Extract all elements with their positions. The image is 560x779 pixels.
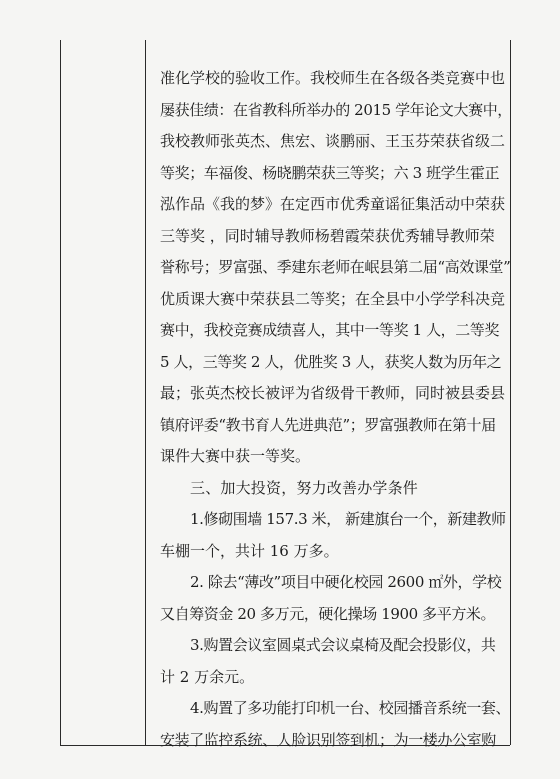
table-column-divider xyxy=(145,40,146,745)
text-line: 泓作品《我的梦》在定西市优秀童谣征集活动中荣获 xyxy=(160,195,506,213)
text-line: 1.修砌围墙 157.3 米， 新建旗台一个，新建教师 xyxy=(190,510,506,528)
text-line: 计 2 万余元。 xyxy=(160,667,255,686)
text-line: 车棚一个，共计 16 万多。 xyxy=(160,541,339,560)
text-line: 课件大赛中获一等奖。 xyxy=(160,447,311,465)
section-heading: 三、加大投资，努力改善办学条件 xyxy=(190,478,419,497)
text-line: 又自筹资金 20 多万元，硬化操场 1900 多平方米。 xyxy=(160,604,496,623)
text-line: 赛中，我校竞赛成绩喜人，其中一等奖 1 人，二等奖 xyxy=(160,321,500,339)
text-line: 优质课大赛中荣获县二等奖；在全县中小学学科决竞 xyxy=(160,289,506,308)
text-line: 最；张英杰校长被评为省级骨干教师，同时被县委县 xyxy=(160,384,506,402)
text-line: 三等奖 ，同时辅导教师杨碧霞荣获优秀辅导教师荣 xyxy=(160,226,495,245)
text-line: 誉称号；罗富强、季建东老师在岷县第二届“高效课堂” xyxy=(160,258,511,276)
text-line: 4.购置了多功能打印机一台、校园播音系统一套、 xyxy=(190,699,511,717)
text-line: 准化学校的验收工作。我校师生在各级各类竞赛中也 xyxy=(160,69,506,87)
text-line: 屡获佳绩：在省教科所举办的 2015 学年论文大赛中， xyxy=(160,100,512,119)
text-line: 我校教师张英杰、焦宏、谈鹏丽、王玉芬荣获省级二 xyxy=(160,132,506,150)
table-left-border xyxy=(60,40,61,745)
text-line: 2. 除去“薄改”项目中硬化校园 2600 ㎡外，学校 xyxy=(190,573,502,591)
text-line: 3.购置会议室圆桌式会议桌椅及配会投影仪，共 xyxy=(190,636,496,654)
text-line: 5 人，三等奖 2 人，优胜奖 3 人，获奖人数为历年之 xyxy=(160,352,502,371)
text-line: 等奖；车福俊、杨晓鹏荣获三等奖；六 3 班学生霍正 xyxy=(160,163,500,182)
report-text xyxy=(160,66,512,759)
text-line: 镇府评委“教书育人先进典范”；罗富强教师在第十届 xyxy=(160,415,496,434)
text-line: 安装了监控系统、人脸识别签到机；为一楼办公室购 xyxy=(160,730,496,749)
